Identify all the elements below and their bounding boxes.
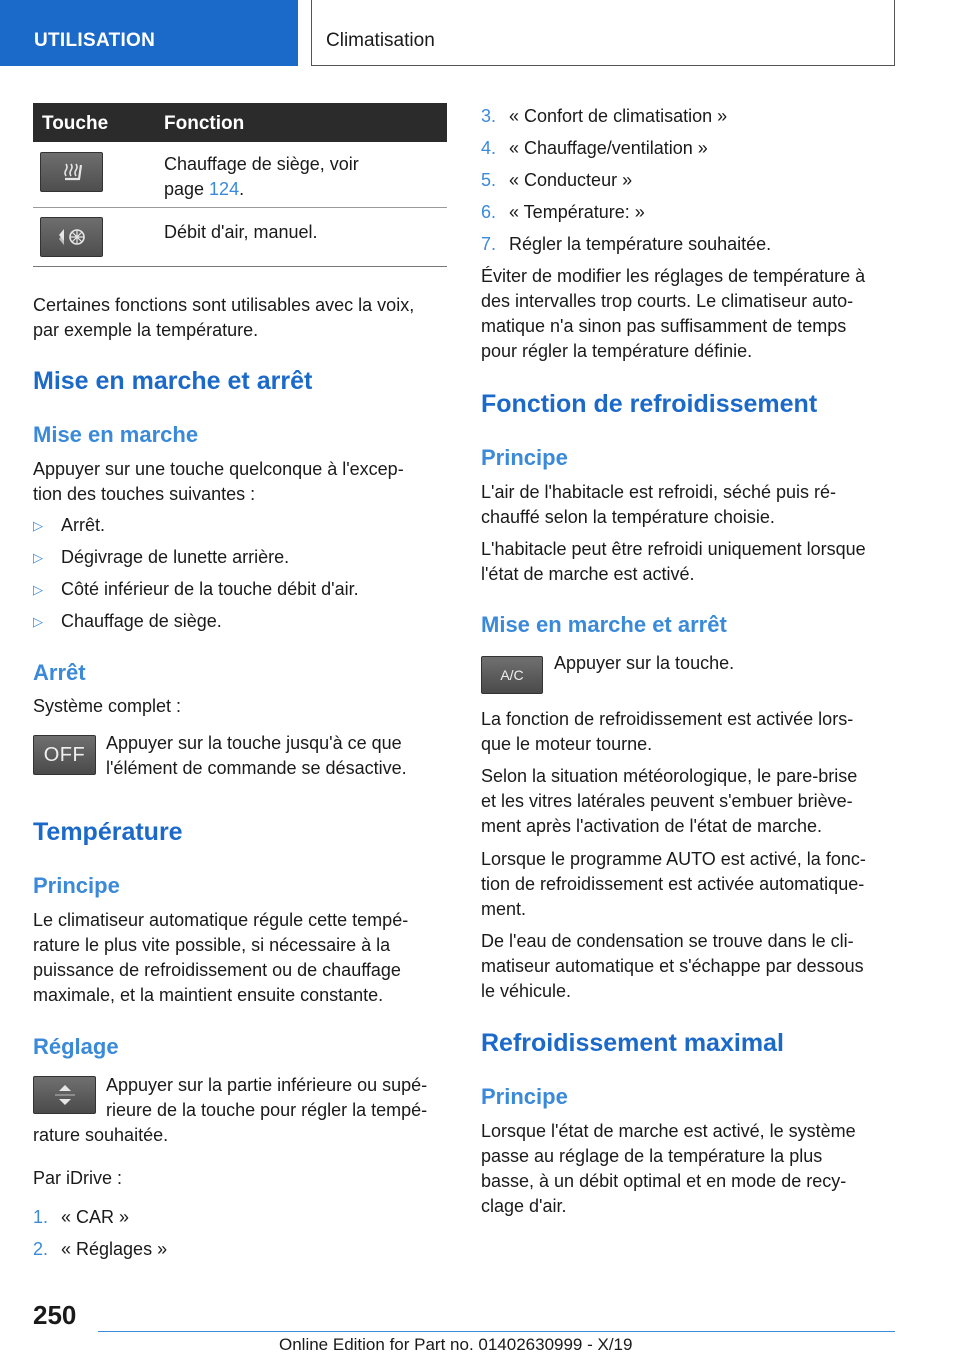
row-function-text: Débit d'air, manuel. <box>164 222 318 242</box>
cooling-condition-text: L'habitacle peut être refroidi uniquement lorsque l'état de marche est activé. <box>481 539 866 584</box>
system-complete-text: Système complet : <box>33 696 182 716</box>
table-header <box>33 103 447 142</box>
cooling-principle-text: L'air de l'habitacle est refroidi, séché puis ré- chauffé selon la température choisie. <box>481 482 837 527</box>
idrive-label: Par iDrive : <box>33 1168 123 1188</box>
triangle-bullet-icon: ▷ <box>33 614 43 629</box>
table-row <box>33 208 447 267</box>
off-button-icon: OFF <box>33 735 96 775</box>
heading-max-cooling: Refroidissement maximal <box>481 1029 784 1057</box>
temperature-rocker-icon <box>33 1076 96 1114</box>
seat-heating-icon <box>40 152 103 192</box>
temperature-principle-text: Le climatiseur automatique régule cette tempé- rature le plus vite possible, si nécessaire à la puissance de refroidissement ou de chauffage maximale, et la maintient ensuite constante. <box>33 910 409 1005</box>
section-title: UTILISATION <box>34 30 156 51</box>
table-row <box>33 142 447 208</box>
page-number: 250 <box>33 1300 77 1330</box>
activation-text: La fonction de refroidissement est activée lors- que le moteur tourne. <box>481 709 854 754</box>
air-flow-icon <box>40 217 103 257</box>
key-function-table <box>33 103 447 267</box>
ac-press-instruction: Appuyer sur la touche. <box>554 653 735 673</box>
heading-on-off: Mise en marche et arrêt <box>33 367 313 395</box>
heading-setting: Réglage <box>33 1034 119 1059</box>
footer-edition: Online Edition for Part no. 01402630999 - X/19 <box>279 1335 633 1354</box>
col-header-key: Touche <box>42 113 109 134</box>
heading-on-off-cooling: Mise en marche et arrêt <box>481 612 727 637</box>
max-cooling-text: Lorsque l'état de marche est activé, le système passe au réglage de la température la plus basse, à un débit optimal et en mode de recy- clage d'air. <box>481 1121 856 1216</box>
heading-principle: Principe <box>481 445 568 470</box>
voice-note: Certaines fonctions sont utilisables avec la voix, par exemple la température. <box>33 295 415 340</box>
footer-divider <box>98 1331 895 1332</box>
triangle-bullet-icon: ▷ <box>33 582 43 597</box>
page-link[interactable]: 124 <box>209 179 240 199</box>
fogging-text: Selon la situation météorologique, le pare-brise et les vitres latérales peuvent s'embuer briève- ment après l'activation de l'état de marche. <box>481 766 858 836</box>
heading-principle: Principe <box>481 1084 568 1109</box>
avoid-note: Éviter de modifier les réglages de température à des intervalles trop courts. Le climatiseur auto- matique n'a sinon pas suffisamment de temps pour régler la température définie. <box>481 266 866 361</box>
chapter-tab <box>311 0 895 66</box>
setting-instruction-cont: rature souhaitée. <box>33 1125 169 1145</box>
setting-instruction: Appuyer sur la partie inférieure ou supé- rieure de la touche pour régler la tempé- <box>106 1075 428 1120</box>
switch-on-text: Appuyer sur une touche quelconque à l'excep- tion des touches suivantes : <box>33 459 404 504</box>
auto-program-text: Lorsque le programme AUTO est activé, la fonc- tion de refroidissement est activée automatique- ment. <box>481 849 866 919</box>
off-instruction: Appuyer sur la touche jusqu'à ce que l'élément de commande se désactive. <box>106 733 407 778</box>
heading-temperature: Température <box>33 818 183 846</box>
condensation-text: De l'eau de condensation se trouve dans le cli- matiseur automatique et s'échappe par dessous le véhicule. <box>481 931 864 1001</box>
chapter-title: Climatisation <box>326 30 435 51</box>
triangle-bullet-icon: ▷ <box>33 518 43 533</box>
heading-off: Arrêt <box>33 660 86 685</box>
heading-cooling-function: Fonction de refroidissement <box>481 390 818 418</box>
heading-principle: Principe <box>33 873 120 898</box>
ac-button-icon: A/C <box>481 656 543 694</box>
heading-switch-on: Mise en marche <box>33 422 199 447</box>
row-function-text: Chauffage de siège, voir page 124. <box>164 154 359 199</box>
triangle-bullet-icon: ▷ <box>33 550 43 565</box>
section-tab <box>0 0 298 66</box>
col-header-function: Fonction <box>164 113 245 134</box>
